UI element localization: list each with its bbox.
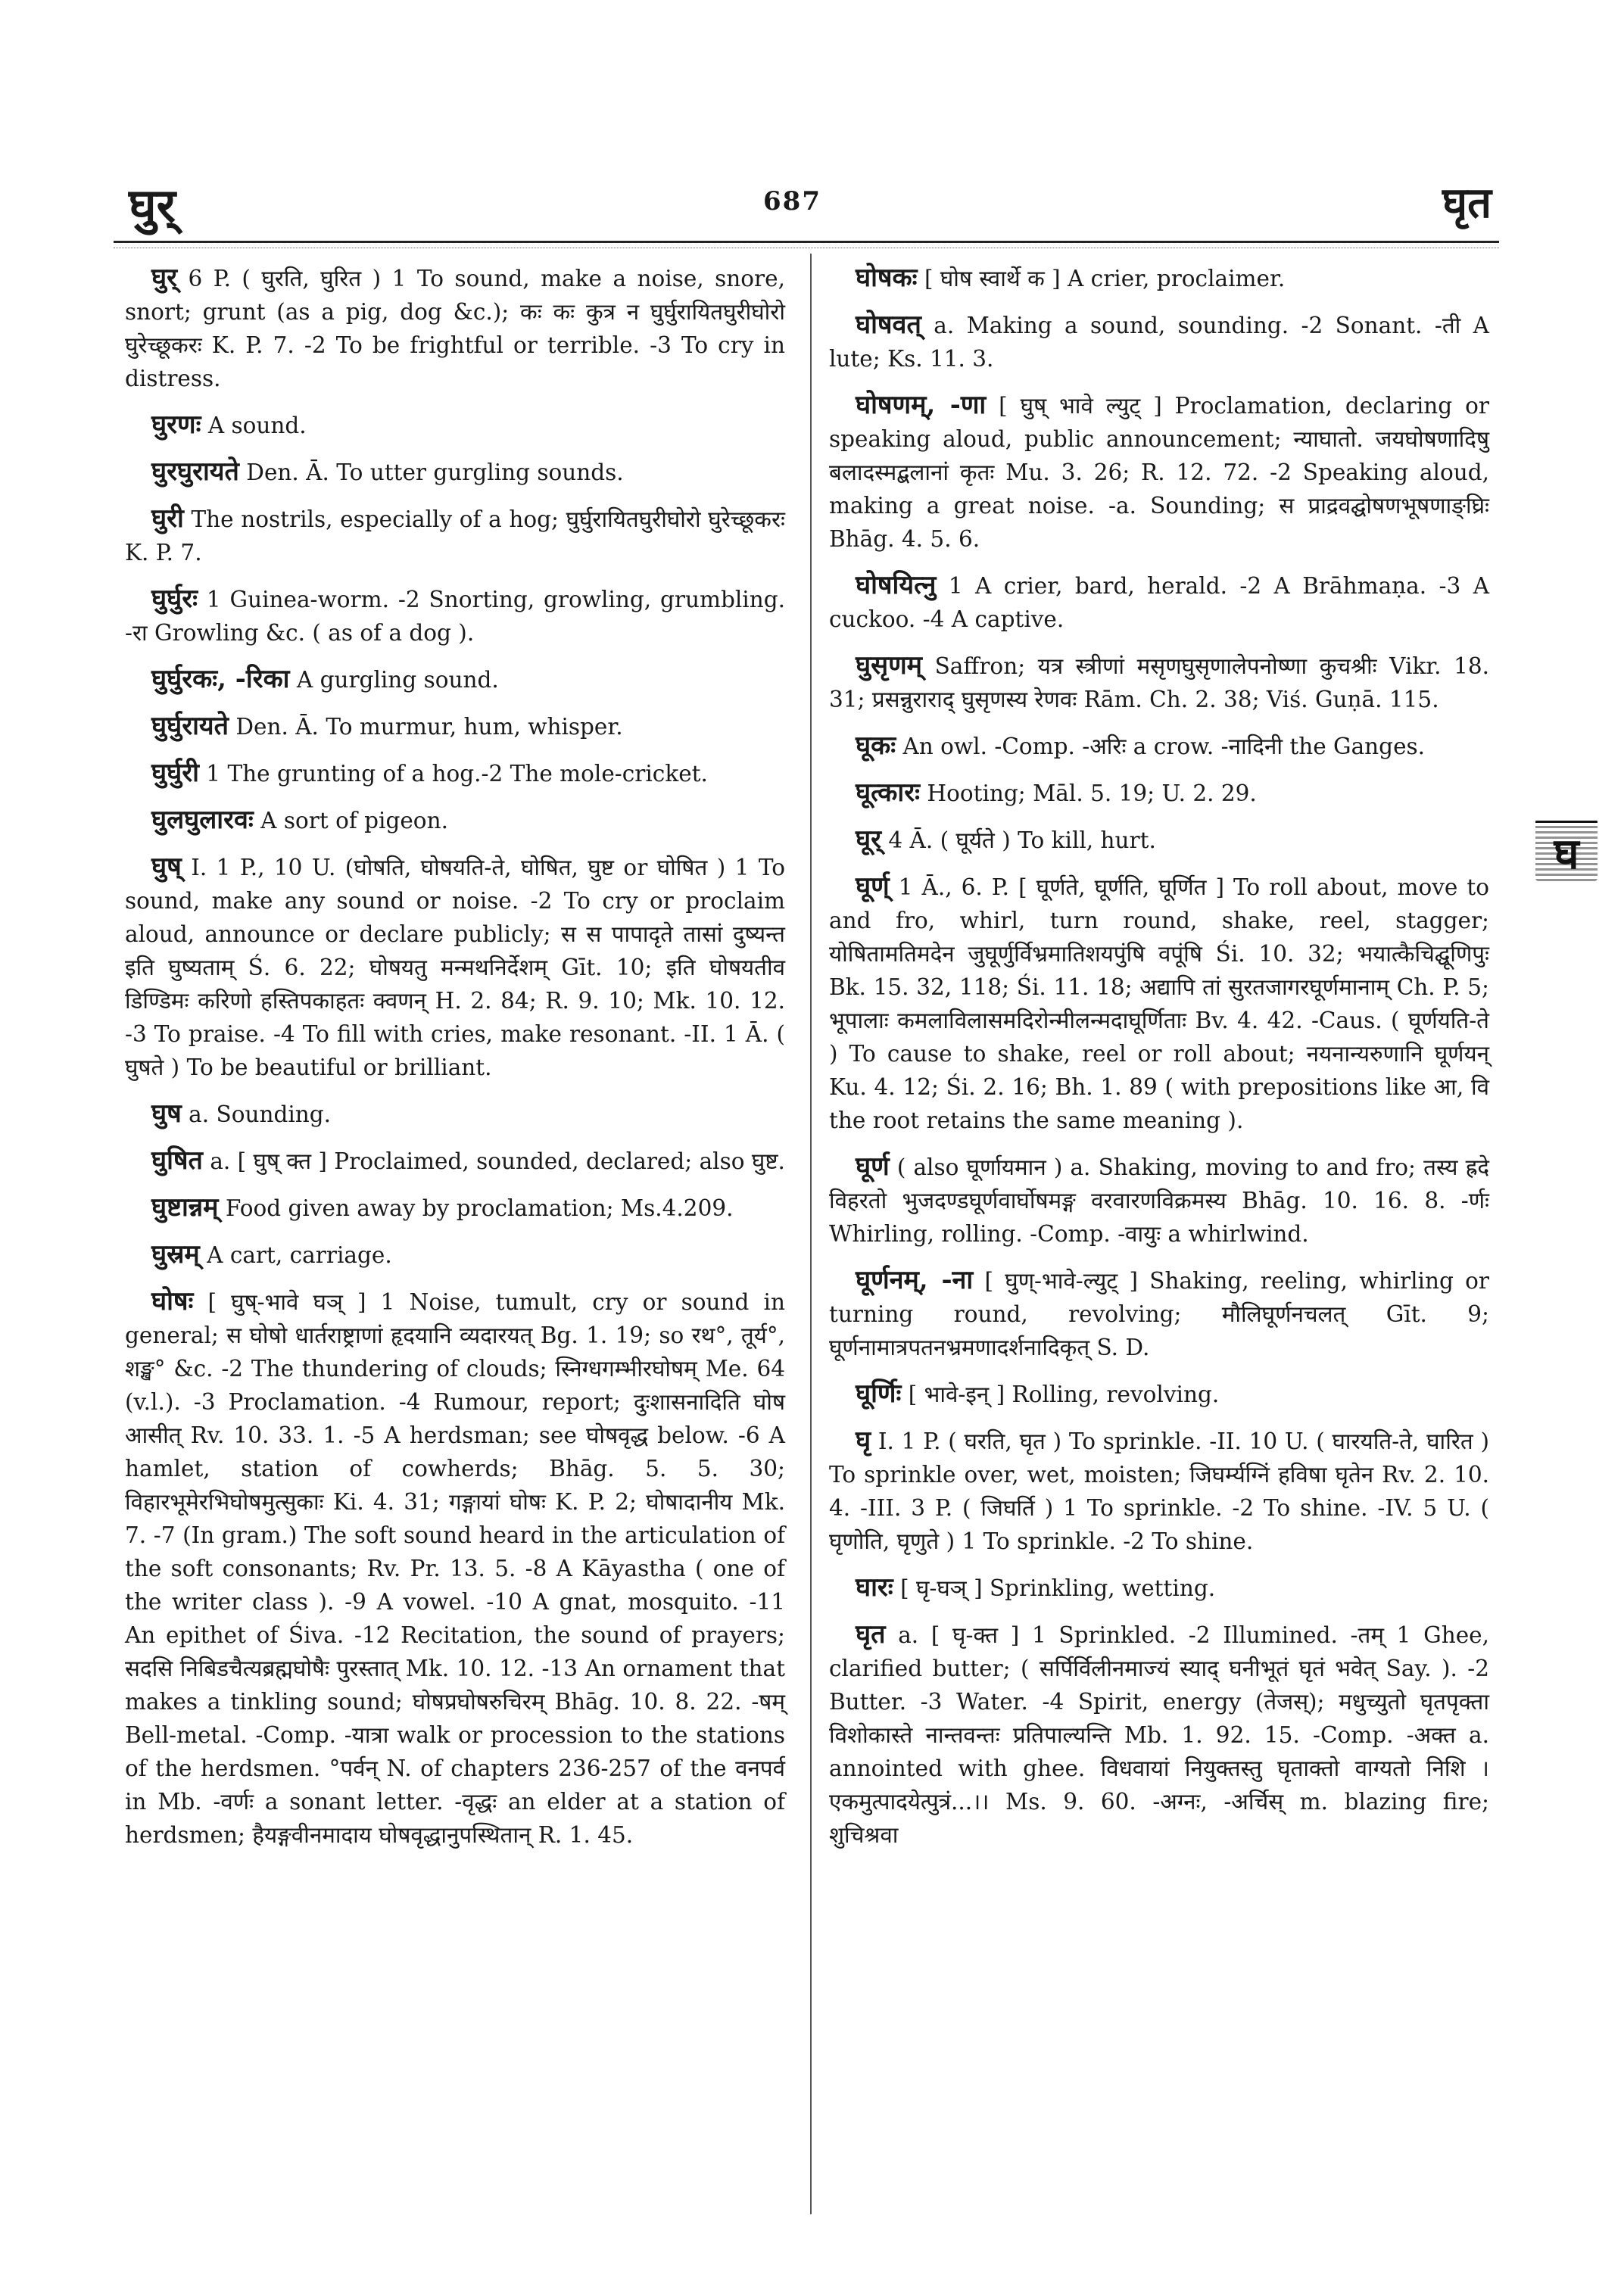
entry-definition: Hooting; Māl. 5. 19; U. 2. 29. [927,780,1257,806]
dictionary-entry [829,776,1489,810]
entry-headword: घुरघुरायते [151,456,239,487]
entry-definition: [ घुष्-भावे घञ् ] 1 Noise, tumult, cry or sound in general; स घोषो धार्तराष्ट्राणां हृदयानि व्यदारयत् Bg. 1. 19; so रथ°, तूर्य°, शङ्ख° &c. -2 The thundering of clouds; स्निग्धगम्भीरघोषम् Me. 64 (v.l.). -3 Proclamation. -4 Rumour, report; दुःशासनादिति घोष आसीत् Rv. 10. 33. 1. -5 A herdsman; see घोषवृद्ध below. -6 A hamlet, station of cowherds; Bhāg. 5. 5. 30; विहारभूमेरभिघोषमुत्सुकाः Ki. 4. 31; गङ्गायां घोषः K. P. 2; घोषादानीय Mk. 7. -7 (In gram.) The soft sound heard in the articulation of the soft consonants; Rv. Pr. 13. 5. -8 A Kāyastha ( one of the writer class ). -9 A vowel. -10 A gnat, mosquito. -11 An epithet of Śiva. -12 Recitation, the sound of prayers; सदसि निबिडचैत्यब्रह्मघोषैः पुरस्तात् Mk. 10. 12. -13 An ornament that makes a tinkling sound; घोषप्रघोषरुचिरम् Bhāg. 10. 8. 22. -षम् Bell-metal. -Comp. -यात्रा walk or procession to the stations of the herdsmen. °पर्वन् N. of chapters 236-257 of the वनपर्व in Mb. -वर्णः a sonant letter. -वृद्धः an elder at a station of herdsmen; हैयङ्गवीनमादाय घोषवृद्धानुपस्थितान् R. 1. 45. [125,1289,785,1848]
entry-headword: घोषः [151,1286,194,1316]
entry-headword: घुष [151,1098,182,1129]
left-column [125,261,785,1865]
entry-headword: घुर्घुरी [151,758,199,788]
dictionary-entry [829,261,1489,295]
thumb-index-tab [1535,819,1598,881]
entry-headword: घोषणम्, -णा [856,390,987,420]
entry-headword: घूर्णनम्, -ना [856,1265,974,1295]
dictionary-entry [125,803,785,837]
dictionary-entry [125,1097,785,1131]
entry-definition: [ घुष् भावे ल्युट् ] Proclamation, declaring or speaking aloud, public announcement; न्याघातो. जयघोषणादिषु बलादस्मद्बलानां कृतः Mu. 3. 26; R. 12. 72. -2 Speaking aloud, making a great noise. -a. Sounding; स प्राद्रवद्घोषणभूषणाङ्घ्रिः Bhāg. 4. 5. 6. [829,393,1489,552]
entry-headword: घुर्घुरकः, -रिका [151,664,290,694]
dictionary-entry [829,870,1489,1137]
entry-definition: 1 The grunting of a hog.-2 The mole-cricket. [206,761,708,787]
entry-headword: घोषवत् [856,310,921,340]
entry-headword: घोषकः [856,263,918,293]
page-header [114,173,1499,241]
entry-definition: 1 Guinea-worm. -2 Snorting, growling, grumbling. -रा Growling &c. ( as of a dog ). [125,587,785,646]
header-rule [114,241,1499,243]
dictionary-entry [829,649,1489,716]
dictionary-entry [125,662,785,696]
dictionary-entry [125,1238,785,1272]
entry-headword: घूकः [856,731,896,761]
dictionary-entry [125,1285,785,1852]
dictionary-entry [125,1144,785,1178]
entry-definition: I. 1 P., 10 U. (घोषति, घोषयति-ते, घोषित, घुष्ट or घोषित ) 1 To sound, make any sound or noise. -2 To cry or proclaim aloud, announce or declare publicly; स स पापादृते तासां दुष्यन्त इति घुष्यताम् Ś. 6. 22; घोषयतु मन्मथनिर्देशम् Gīt. 10; इति घोषयतीव डिण्डिमः करिणो हस्तिपकाहतः क्वणन् H. 2. 84; R. 9. 10; Mk. 10. 12. -3 To praise. -4 To fill with cries, make resonant. -II. 1 Ā. ( घुषते ) To be beautiful or brilliant. [125,855,785,1080]
dictionary-entry [829,1571,1489,1605]
entry-definition: ( also घूर्णायमान ) a. Shaking, moving to and fro; तस्य ह्रदे विहरतो भुजदण्डघूर्णवार्घोषमङ्ग वरवारणविक्रमस्य Bhāg. 10. 16. 8. -र्णः Whirling, rolling. -Comp. -वायुः a whirlwind. [829,1154,1489,1247]
dictionary-entry [829,1150,1489,1251]
right-running-headword: घृत [1442,178,1492,228]
entry-definition: 4 Ā. ( घूर्यते ) To kill, hurt. [888,827,1156,853]
entry-definition: [ भावे-इन् ] Rolling, revolving. [908,1382,1220,1407]
entry-definition: Den. Ā. To utter gurgling sounds. [246,460,624,485]
dictionary-entry [125,582,785,650]
entry-definition: a. Sounding. [189,1101,332,1127]
dictionary-entry [125,408,785,442]
entry-headword: घुलघुलारवः [151,805,254,835]
dictionary-entry [829,1377,1489,1411]
dictionary-entry [829,823,1489,857]
entry-headword: घृ [856,1425,871,1456]
entry-headword: घुसृणम् [856,650,922,681]
entry-headword: घुर्घुरः [151,584,198,614]
entry-definition: [ घृ-घञ् ] Sprinkling, wetting. [900,1575,1216,1601]
entry-headword: घुर् [151,263,177,293]
entry-headword: घुष्टान्नम् [151,1192,219,1223]
dictionary-entry [829,1424,1489,1558]
entry-headword: घुषित [151,1145,203,1176]
thumb-index-letter: घ [1535,824,1598,881]
dictionary-entry [829,308,1489,375]
dictionary-entry [125,261,785,395]
entry-headword: घूत्कारः [856,777,920,808]
dictionary-entry [125,709,785,743]
entry-definition: a. Making a sound, sounding. -2 Sonant. -ती A lute; Ks. 11. 3. [829,313,1489,372]
entry-headword: घुरी [151,503,184,534]
entry-definition: A gurgling sound. [296,667,499,693]
entry-definition: An owl. -Comp. -अरिः a crow. -नादिनी the Ganges. [902,734,1426,759]
entry-definition: I. 1 P. ( घरति, घृत ) To sprinkle. -II. 10 U. ( घारयति-ते, घारित ) To sprinkle over, wet, moisten; जिघर्म्यग्निं हविषा घृतेन Rv. 2. 10. 4. -III. 3 P. ( जिघर्ति ) 1 To sprinkle. -2 To shine. -IV. 5 U. ( घृणोति, घृणुते ) 1 To sprinkle. -2 To shine. [829,1428,1489,1554]
entry-headword: घूर्ण् [856,871,890,902]
dictionary-entry [829,569,1489,636]
entry-headword: घुर्घुरायते [151,711,229,741]
dictionary-entry [125,850,785,1084]
entry-definition: The nostrils, especially of a hog; घुर्घुरायितघुरीघोरो घुरेच्छूकरः K. P. 7. [125,506,785,565]
right-column [829,261,1489,1865]
dictionary-entry [125,502,785,569]
entry-definition: A cart, carriage. [207,1242,392,1268]
entry-definition: a. [ घृ-क्त ] 1 Sprinkled. -2 Illumined. -तम् 1 Ghee, clarified butter; ( सर्पिर्विलीनमाज्यं स्याद् घनीभूतं घृतं भवेत् Say. ). -2 Butter. -3 Water. -4 Spirit, energy (तेजस्); मधुच्युतो घृतपृक्ता विशोकास्ते नान्तवन्तः प्रतिपाल्यन्ति Mb. 1. 92. 15. -Comp. -अक्त a. annointed with ghee. विधवायां नियुक्तस्तु घृताक्तो वाग्यतो निशि । एकमुत्पादयेत्पुत्रं...।। Ms. 9. 60. -अग्नः, -अर्चिस् m. blazing fire; शुचिश्रवा [829,1622,1489,1848]
entry-definition: Saffron; यत्र स्त्रीणां मसृणघुसृणालेपनोष्णा कुचश्रीः Vikr. 18. 31; प्रसन्नुराराद् घुसृणस्य रेणवः Rām. Ch. 2. 38; Viś. Guṇā. 115. [829,653,1489,712]
entry-headword: घूर् [856,824,881,855]
entry-headword: घोषयित्नु [856,570,937,600]
entry-headword: घुस्रम् [151,1239,200,1270]
entry-definition: Food given away by proclamation; Ms.4.209. [225,1195,734,1221]
entry-definition: [ घुण्-भावे-ल्युट् ] Shaking, reeling, whirling or turning round, revolving; मौलिघूर्णनचलत् Gīt. 9; घूर्णनामात्रपतनभ्रमणादर्शनादिकृत् S. D. [829,1268,1489,1360]
dictionary-entry [829,729,1489,763]
entry-definition: 1 Ā., 6. P. [ घूर्णते, घूर्णति, घूर्णित ] To roll about, move to and fro, whirl, turn round, shake, reel, stagger; योषितामतिमदेन जुघूर्णुर्विभ्रमातिशयपुंषि वपूंषि Śi. 10. 32; भयात्कैचिद्घूणिपुः Bk. 15. 32, 118; Śi. 11. 18; अद्यापि तां सुरतजागरघूर्णमानाम् Ch. P. 5; भूपालाः कमलाविलासमदिरोन्मीलन्मदाघूर्णिताः Bv. 4. 42. -Caus. ( घूर्णयति-ते ) To cause to shake, reel or roll about; नयनान्यरुणानि घूर्णयन् Ku. 4. 12; Śi. 2. 16; Bh. 1. 89 ( with prepositions like आ, वि the root retains the same meaning ). [829,874,1489,1133]
entry-headword: घूर्ण [856,1151,890,1182]
entry-headword: घृत [856,1619,886,1650]
dictionary-entry [829,388,1489,556]
entry-definition: 6 P. ( घुरति, घुरित ) 1 To sound, make a noise, snore, snort; grunt (as a pig, dog &c.); कः कः कुत्र न घुर्घुरायितघुरीघोरो घुरेच्छूकरः K. P. 7. -2 To be frightful or terrible. -3 To cry in distress. [125,266,785,391]
left-running-headword: घुर् [129,178,176,233]
entry-headword: घूर्णिः [856,1379,902,1409]
entry-definition: A sort of pigeon. [260,808,448,833]
dictionary-entry [829,1263,1489,1364]
column-divider [810,254,812,2214]
entry-definition: 1 A crier, bard, herald. -2 A Brāhmaṇa. -3 A cuckoo. -4 A captive. [829,573,1489,632]
entry-headword: घुरणः [151,410,201,440]
dictionary-entry [125,455,785,489]
page-number: 687 [763,186,821,217]
entry-definition: a. [ घुष् क्त ] Proclaimed, sounded, declared; also घुष्ट. [210,1148,785,1174]
dictionary-entry [125,756,785,790]
entry-headword: घारः [856,1572,893,1603]
dictionary-entry [829,1618,1489,1852]
entry-definition: A sound. [207,413,307,438]
entry-headword: घुष् [151,852,182,882]
dictionary-entry [125,1191,785,1225]
entry-definition: Den. Ā. To murmur, hum, whisper. [235,714,623,740]
entry-definition: [ घोष स्वार्थे क ] A crier, proclaimer. [924,266,1286,291]
